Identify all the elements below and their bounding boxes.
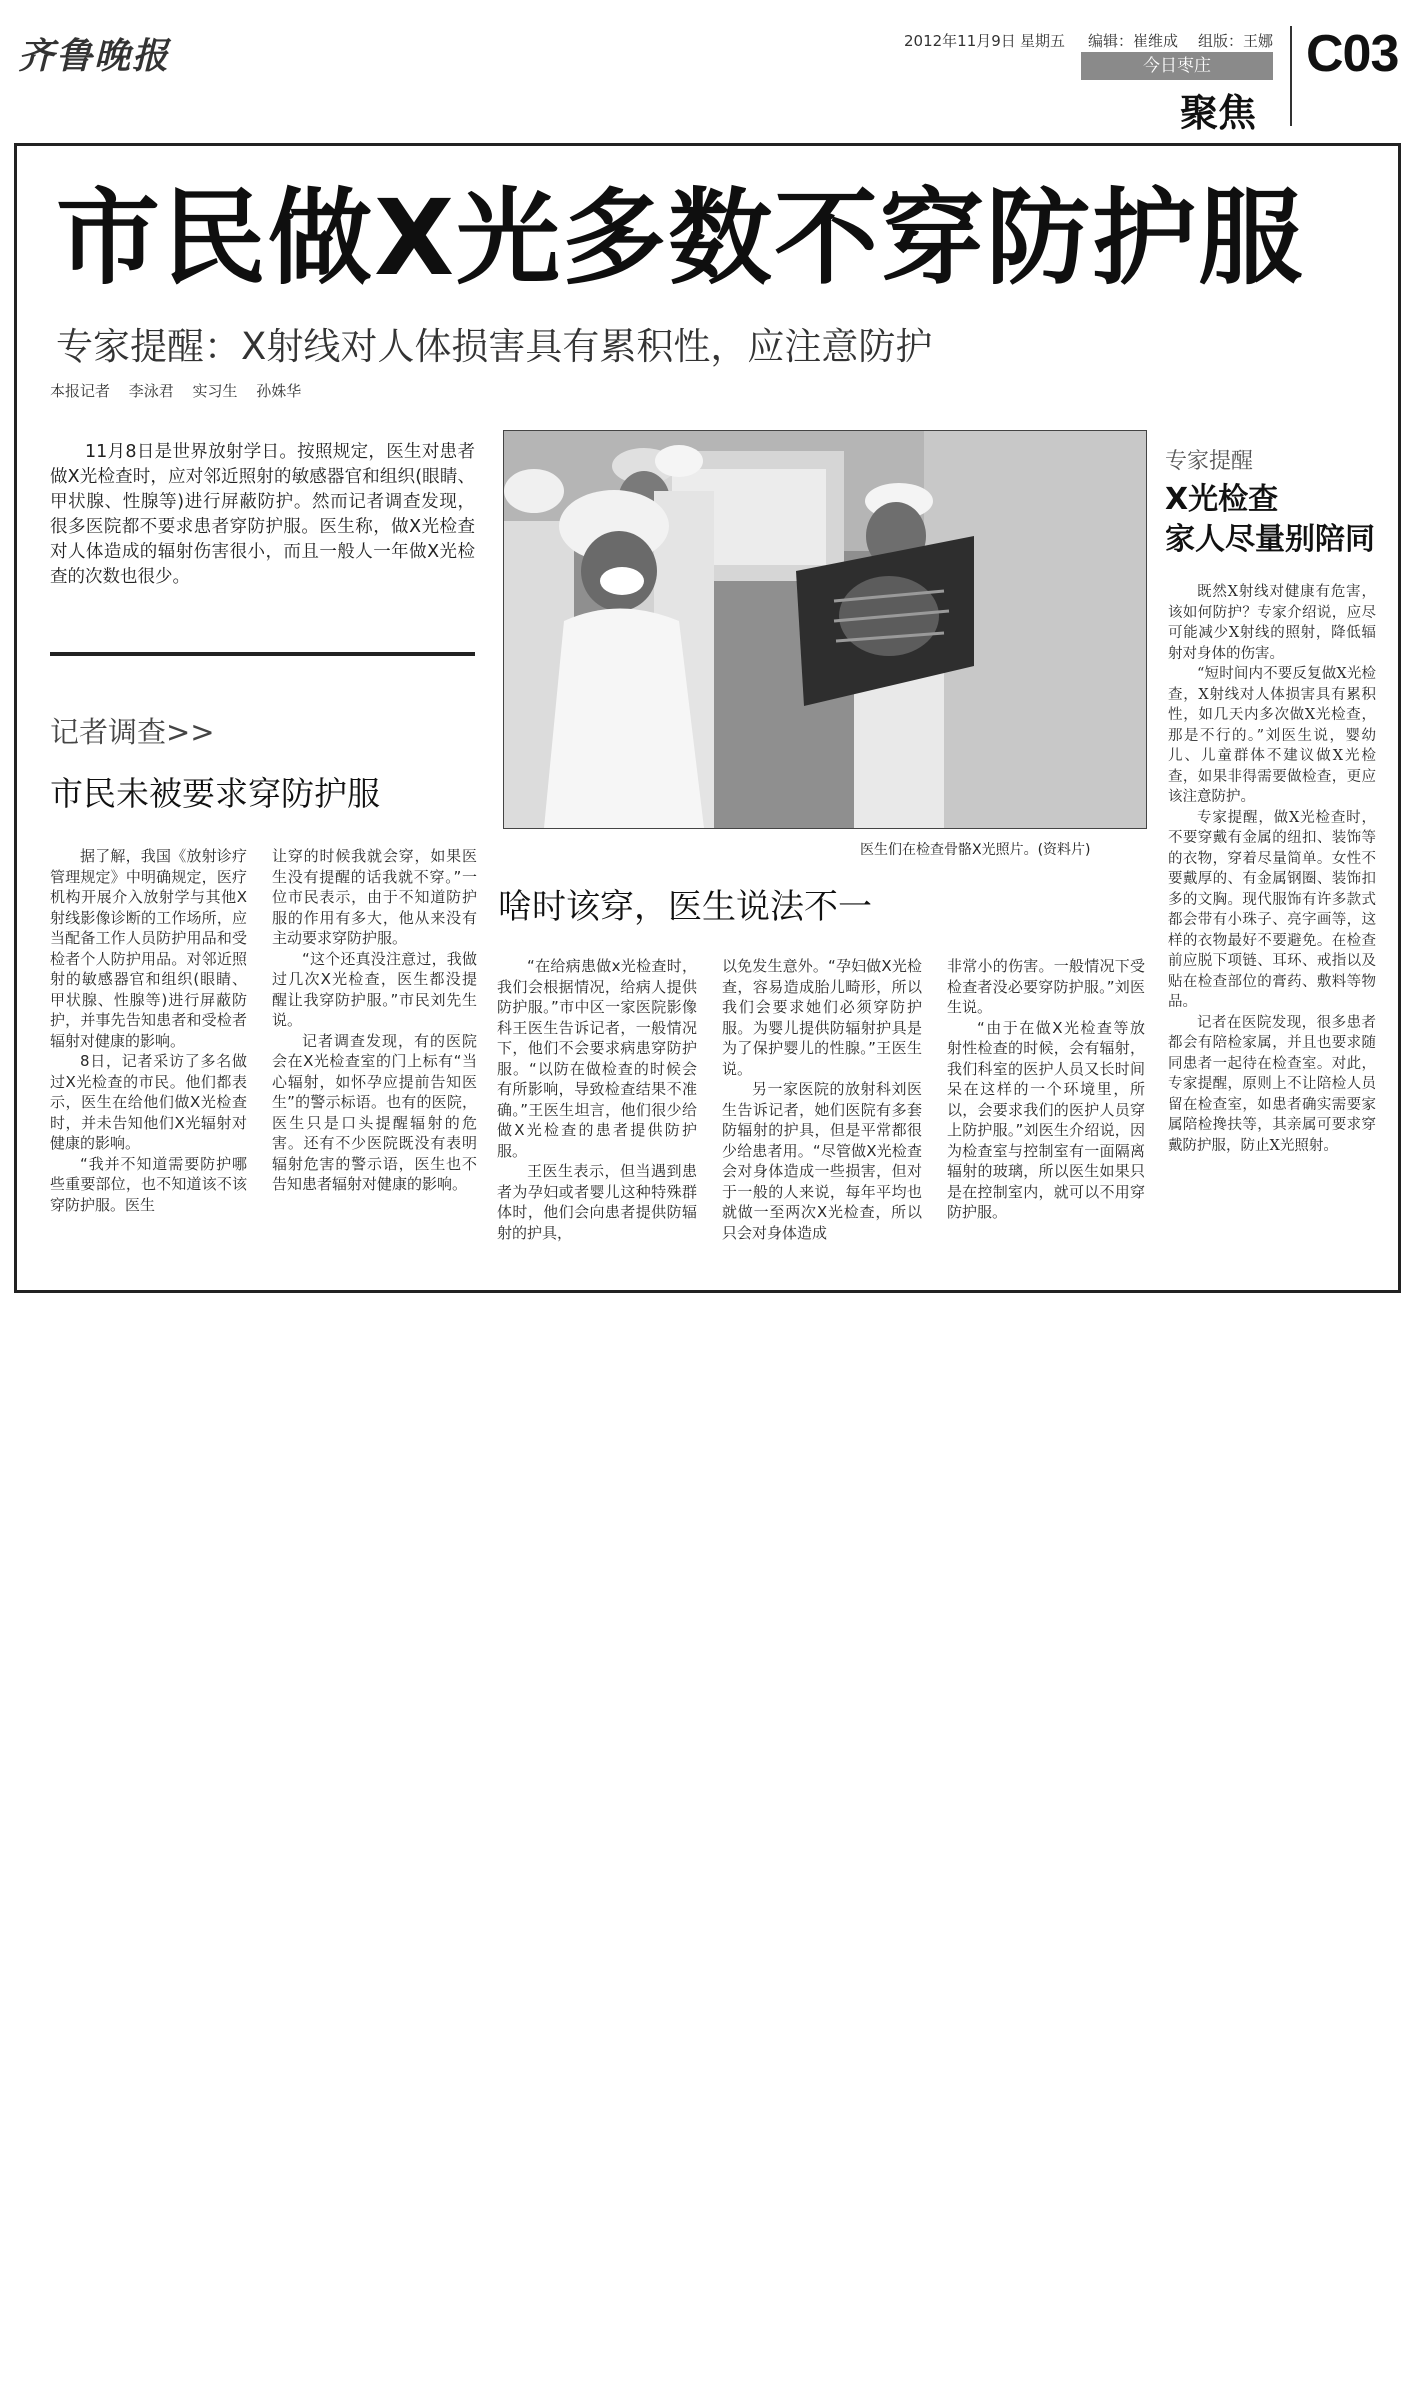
- sidebar-kicker: 专家提醒: [1165, 449, 1254, 474]
- text-column: [50, 846, 247, 1215]
- photo-caption: 医生们在检查骨骼X光照片。(资料片): [860, 842, 1091, 858]
- page-editor: 编辑：崔维成: [1088, 32, 1179, 50]
- lead-divider: [50, 652, 475, 656]
- sidebar-title-line: X光检查: [1165, 482, 1279, 517]
- article-subheadline: 专家提醒：X射线对人体损害具有累积性，应注意防护: [56, 325, 933, 368]
- paragraph: 非常小的伤害。一般情况下受检查者没必要穿防护服。”刘医生说。: [947, 957, 1145, 1016]
- text-column: [497, 956, 697, 1243]
- paragraph: “短时间内不要反复做X光检查，X射线对人体损害具有累积性，如几天内多次做X光检查，那是不行的。”刘医生说，婴幼儿、儿童群体不建议做X光检查，如果非得需要做检查，更应该注意防护。: [1168, 666, 1376, 805]
- text-column: [722, 956, 922, 1243]
- paragraph: “在给病患做x光检查时，我们会根据情况，给病人提供防护服。”市中区一家医院影像科王医生告诉记者，一般情况下，他们不会要求病患穿防护服。“以防在做检查的时候会有所影响，导致检查结果不准确。”王医生坦言，他们很少给做X光检查的患者提供防护服。: [497, 957, 697, 1160]
- article-headline: 市民做X光多数不穿防护服: [56, 177, 1305, 299]
- paragraph: “由于在做X光检查等放射性检查的时候，会有辐射，我们科室的医护人员又长时间呆在这样的一个环境里，所以，会要求我们的医护人员穿上防护服。”刘医生介绍说，因为检查室与控制室有一面隔离辐射的玻璃，所以医生如果只是在控制室内，就可以不用穿防护服。: [947, 1018, 1145, 1221]
- paragraph: 记者在医院发现，很多患者都会有陪检家属，并且也要求随同患者一起待在检查室。对此，专家提醒，原则上不让陪检人员留在检查室，如患者确实需要家属陪检搀扶等，其亲属可要求穿戴防护服，防止X光照射。: [1168, 1014, 1376, 1154]
- doctors-xray-photo: [504, 431, 1146, 828]
- paragraph: 据了解，我国《放射诊疗管理规定》中明确规定，医疗机构开展介入放射学与其他X射线影像诊断的工作场所，应当配备工作人员防护用品和受检者个人防护用品。对邻近照射的敏感器官和组织(眼睛、甲状腺、性腺等)进行屏蔽防护，并事先告知患者和受检者辐射对健康的影响。: [50, 847, 247, 1050]
- sidebar-title: [1165, 480, 1375, 560]
- paragraph: 8日，记者采访了多名做过X光检查的市民。他们都表示，医生在给他们做X光检查时，并未告知他们X光辐射对健康的影响。: [50, 1052, 247, 1152]
- text-column: [272, 846, 477, 1195]
- page-number: C03: [1306, 25, 1399, 83]
- section-tag: 今日枣庄: [1081, 52, 1273, 80]
- paragraph: 专家提醒，做X光检查时，不要穿戴有金属的纽扣、装饰等的衣物，穿着尽量简单。女性不要戴厚的、有金属钢圈、装饰扣多的文胸。现代服饰有许多款式都会带有小珠子、亮字画等，这样的衣物最好不要避免。在检查前应脱下项链、耳环、戒指以及贴在检查部位的膏药、敷料等物品。: [1168, 809, 1376, 1010]
- newspaper-masthead: 齐鲁晚报: [18, 35, 171, 77]
- section-name: 聚焦: [1180, 91, 1257, 135]
- header-divider: [1290, 26, 1292, 126]
- text-column: [947, 956, 1145, 1223]
- article-lead: 11月8日是世界放射学日。按照规定，医生对患者做X光检查时，应对邻近照射的敏感器官和组织(眼睛、甲状腺、性腺等)进行屏蔽防护。然而记者调查发现，很多医院都不要求患者穿防护服。医生称，做X光检查对人体造成的辐射伤害很小，而且一般人一年做X光检查的次数也很少。: [50, 442, 475, 587]
- section-title: 啥时该穿，医生说法不一: [498, 887, 872, 927]
- paragraph: “我并不知道需要防护哪些重要部位，也不知道该不该穿防护服。医生: [50, 1154, 247, 1214]
- paragraph: 王医生表示，但当遇到患者为孕妇或者婴儿这种特殊群体时，他们会向患者提供防辐射的护具，: [497, 1162, 697, 1242]
- section-kicker: 记者调查>>: [50, 715, 215, 749]
- paragraph: “这个还真没注意过，我做过几次X光检查，医生都没提醒让我穿防护服。”市民刘先生说。: [272, 949, 477, 1029]
- article-byline: 本报记者 李泳君 实习生 孙姝华: [50, 382, 302, 400]
- section-title: 市民未被要求穿防护服: [50, 774, 380, 813]
- sidebar-title-line: 家人尽量别陪同: [1165, 522, 1375, 557]
- paragraph: 让穿的时候我就会穿，如果医生没有提醒的话我就不穿。”一位市民表示，由于不知道防护服的作用有多大，他从来没有主动要求穿防护服。: [272, 847, 477, 947]
- page-designer: 组版：王娜: [1198, 32, 1274, 50]
- paragraph: 记者调查发现，有的医院会在X光检查室的门上标有“当心辐射，如怀孕应提前告知医生”的警示标语。也有的医院，医生只是口头提醒辐射的危害。还有不少医院既没有表明辐射危害的警示语，医生也不告知患者辐射对健康的影响。: [272, 1031, 477, 1193]
- paragraph: 既然X射线对健康有危害，该如何防护？专家介绍说，应尽可能减少X射线的照射，降低辐射对身体的伤害。: [1168, 584, 1376, 662]
- sidebar-text: [1168, 582, 1376, 1156]
- paragraph: 另一家医院的放射科刘医生告诉记者，她们医院有多套防辐射的护具，但是平常都很少给患者用。“尽管做X光检查会对身体造成一些损害，但对于一般的人来说，每年平均也就做一至两次X光检查，所以只会对身体造成: [722, 1080, 922, 1242]
- article-photo: [503, 430, 1147, 829]
- paragraph: 以免发生意外。“孕妇做X光检查，容易造成胎儿畸形，所以我们会要求她们必须穿防护服。为婴儿提供防辐射护具是为了保护婴儿的性腺。”王医生说。: [722, 957, 922, 1078]
- issue-weekday: 星期五: [1020, 32, 1066, 50]
- issue-date: 2012年11月9日: [904, 32, 1016, 50]
